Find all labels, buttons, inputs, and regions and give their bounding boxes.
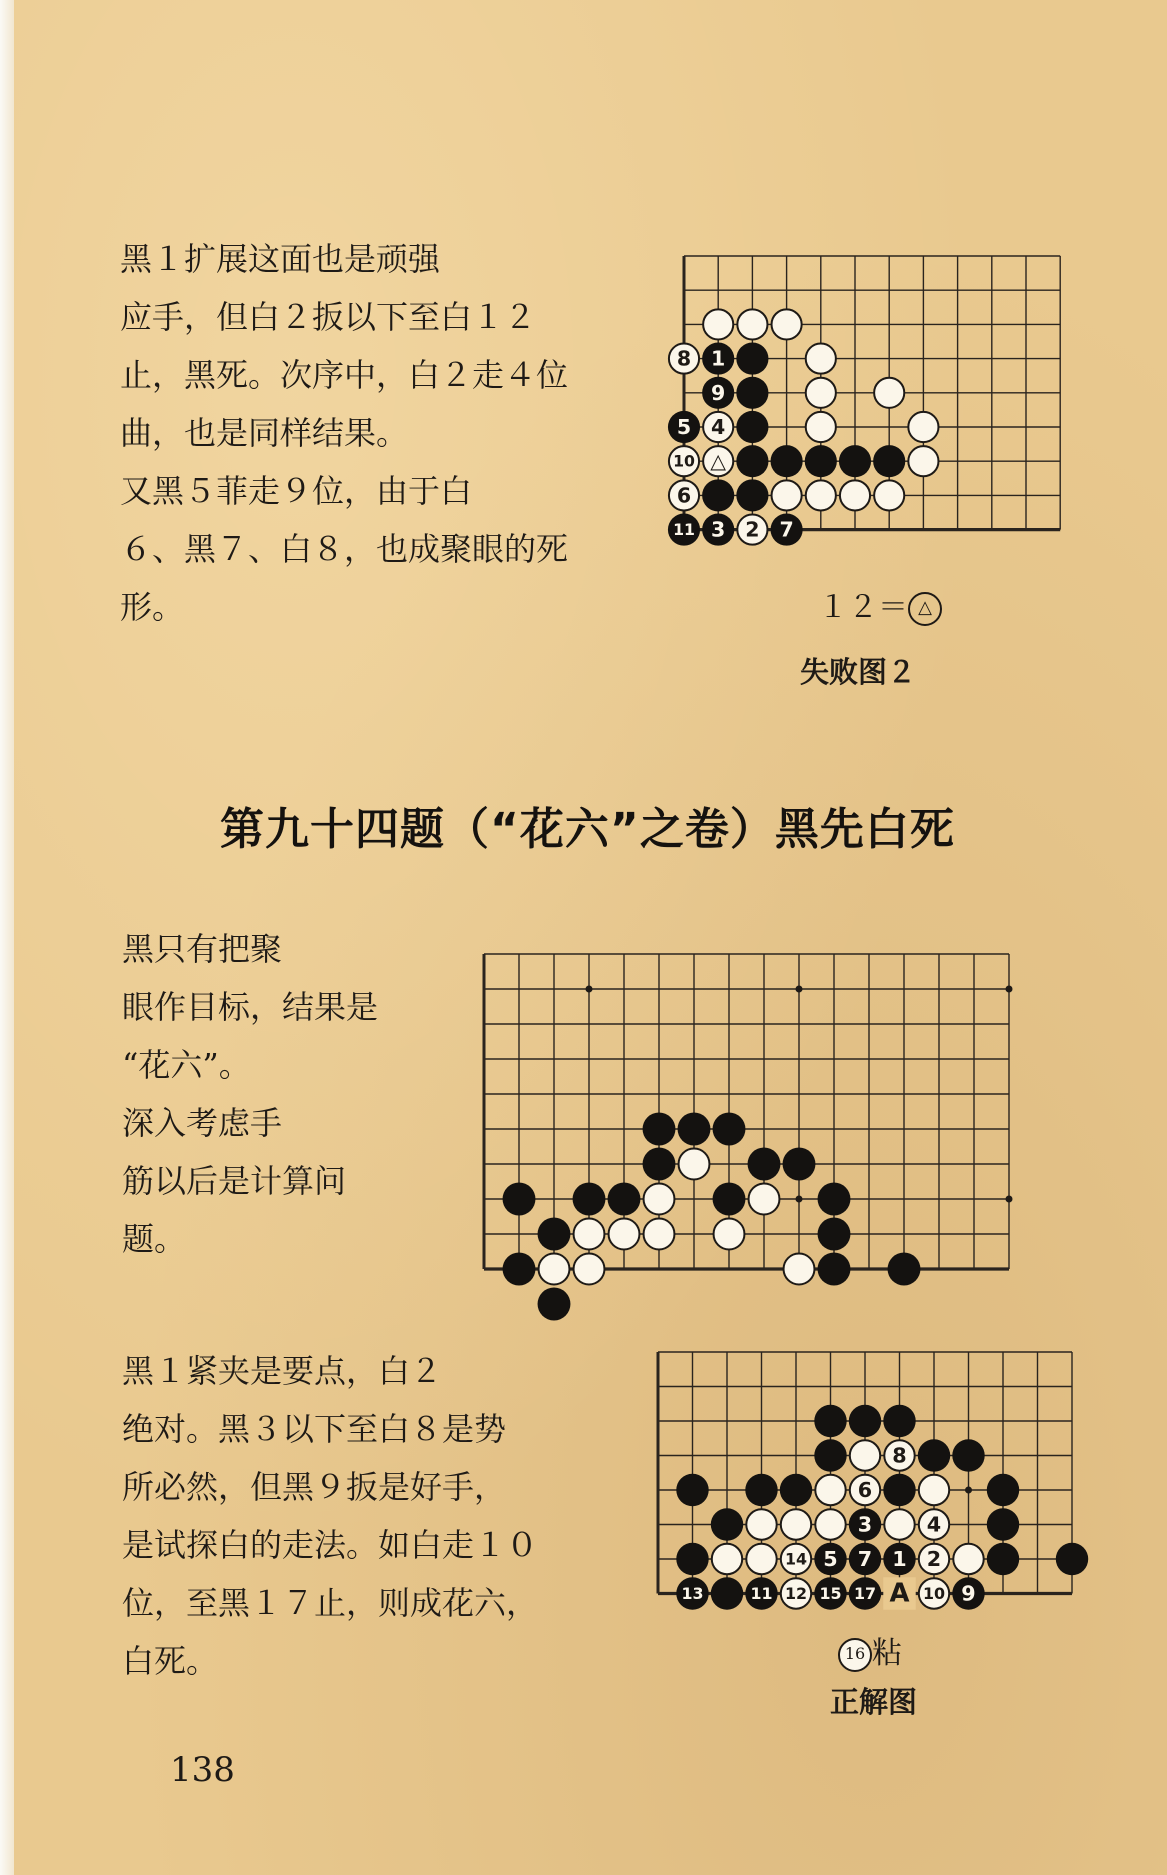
white-stone [815,1509,845,1539]
black-stone-disc [873,445,905,477]
white-stone [749,1184,780,1215]
black-stone [814,1543,846,1575]
black-stone-disc [608,1183,641,1216]
black-stone-disc [643,1148,676,1181]
black-stone-disc [736,343,768,375]
go-diagram-solution [640,1340,1140,1620]
page-number: 138 [170,1750,235,1790]
white-stone-disc [815,1475,845,1505]
black-stone [748,1148,781,1181]
stone-label: 14 [784,1549,808,1569]
black-stone-disc [1056,1543,1088,1575]
white-stone [806,344,836,374]
white-stone [908,446,938,476]
white-stone [919,1578,949,1608]
black-stone [839,445,871,477]
page-edge [0,0,14,1875]
black-stone [771,514,803,546]
stone-label: 2 [926,1547,942,1571]
white-stone [919,1509,949,1539]
black-stone-disc [503,1253,536,1286]
stone-label: 10 [922,1584,946,1603]
stone-label: 6 [676,483,692,508]
black-stone-disc [736,445,768,477]
black-stone-disc [783,1148,816,1181]
white-stone [850,1440,880,1470]
black-stone-disc [849,1405,881,1437]
black-stone [883,1405,915,1437]
white-stone-disc [644,1219,675,1250]
black-stone [818,1253,851,1286]
black-stone [814,1577,846,1609]
diagram3-note-text: 粘 [872,1636,902,1671]
white-stone-disc [539,1254,570,1285]
stone-label: 1 [892,1547,907,1571]
white-stone [781,1509,811,1539]
white-stone [840,480,870,510]
white-stone [806,412,836,442]
black-stone-disc [987,1543,1019,1575]
black-stone-disc [702,479,734,511]
white-stone [781,1544,811,1574]
star-point [965,1487,972,1494]
white-stone [669,480,699,510]
triangle-marker-icon: △ [908,592,942,626]
black-stone-disc [883,1474,915,1506]
black-stone-disc [643,1113,676,1146]
black-stone [736,445,768,477]
white-stone [712,1544,742,1574]
black-stone [678,1113,711,1146]
white-stone-disc [850,1440,880,1470]
body-paragraph-1: 黑１扩展这面也是顽强 应手，但白２扳以下至白１２ 止，黑死。次序中，白２走４位 曲，也是同样结果。 [120,240,569,452]
white-stone [714,1219,745,1250]
white-stone [669,344,699,374]
black-stone-disc [503,1183,536,1216]
black-stone-disc [711,1508,743,1540]
white-stone [737,309,767,339]
black-stone-disc [818,1218,851,1251]
white-stone-disc [737,309,767,339]
white-stone-disc [806,412,836,442]
stone-label: 9 [961,1581,976,1606]
stone-label: 13 [681,1584,704,1603]
black-stone [883,1543,915,1575]
stone-label: 3 [711,517,726,542]
black-stone-disc [780,1474,812,1506]
stone-label: 11 [750,1584,773,1603]
white-stone-disc [908,446,938,476]
black-stone [771,445,803,477]
white-stone [850,1475,880,1505]
black-stone [987,1543,1019,1575]
white-stone-disc [806,378,836,408]
black-stone [643,1113,676,1146]
diagram1-caption: 失败图２ [800,655,917,689]
stone-label: 9 [711,380,726,405]
black-stone [849,1508,881,1540]
white-stone [746,1509,776,1539]
point-label [883,1577,915,1609]
white-stone-disc [772,480,802,510]
white-stone-disc [644,1184,675,1215]
white-stone [784,1254,815,1285]
star-point [796,1196,803,1203]
white-stone-disc [609,1219,640,1250]
black-stone-disc [818,1183,851,1216]
black-stone-disc [676,1543,708,1575]
black-stone [676,1577,708,1609]
white-stone [539,1254,570,1285]
black-stone-disc [952,1439,984,1471]
black-stone-disc [814,1405,846,1437]
white-stone [703,412,733,442]
diagram1-note-text: １２＝ [818,590,908,625]
black-stone [783,1148,816,1181]
white-stone-disc [806,480,836,510]
white-stone [781,1578,811,1608]
black-stone [668,514,700,546]
black-stone-disc [736,411,768,443]
black-stone [503,1183,536,1216]
stone-label: 8 [676,346,692,371]
star-point [796,986,803,993]
white-stone-disc [840,480,870,510]
white-stone-disc [679,1149,710,1180]
stone-label: 12 [784,1584,808,1603]
white-stone [669,446,699,476]
white-stone-disc [784,1254,815,1285]
black-stone-disc [987,1508,1019,1540]
black-stone [736,377,768,409]
stone-label: 17 [853,1584,877,1603]
black-stone [736,411,768,443]
white-stone [737,515,767,545]
stone-label: 4 [711,415,726,439]
white-stone [884,1509,914,1539]
stone-16-icon: 16 [838,1638,872,1672]
white-stone-disc [919,1475,949,1505]
black-stone [818,1218,851,1251]
black-stone [668,411,700,443]
black-stone-disc [771,445,803,477]
stone-label: 8 [892,1443,907,1468]
black-stone [952,1577,984,1609]
star-point [586,986,593,993]
black-stone-disc [711,1577,743,1609]
black-stone [883,1474,915,1506]
white-stone [815,1475,845,1505]
problem-title: 第九十四题（“花六”之卷）黑先白死 [220,804,955,855]
white-stone [746,1544,776,1574]
black-stone [676,1474,708,1506]
stone-label: 3 [857,1512,873,1537]
white-stone [644,1184,675,1215]
black-stone [849,1577,881,1609]
black-stone [849,1543,881,1575]
black-stone-disc [676,1474,708,1506]
white-stone [703,309,733,339]
black-stone-disc [987,1474,1019,1506]
diagram3-note [838,1628,902,1672]
stone-label: 4 [926,1512,942,1537]
stone-label: 7 [779,517,794,542]
black-stone [736,343,768,375]
black-stone [702,514,734,546]
black-stone [702,479,734,511]
white-stone [806,378,836,408]
white-stone [679,1149,710,1180]
black-stone [780,1474,812,1506]
stone-label: 11 [673,520,695,540]
black-stone [987,1474,1019,1506]
white-stone [919,1475,949,1505]
stone-label: 2 [745,517,760,542]
black-stone [573,1183,606,1216]
white-stone-disc [908,412,938,442]
black-stone [608,1183,641,1216]
black-stone [987,1508,1019,1540]
black-stone [818,1183,851,1216]
black-stone-disc [678,1113,711,1146]
black-stone-disc [748,1148,781,1181]
problem-paragraph-2: 深入考虑手 筋以后是计算问 题。 [122,1104,347,1258]
white-stone [772,309,802,339]
white-stone-disc [815,1509,845,1539]
black-stone [814,1439,846,1471]
white-stone-disc [574,1219,605,1250]
white-stone-disc [712,1544,742,1574]
black-stone [952,1439,984,1471]
white-stone [574,1254,605,1285]
black-stone [918,1439,950,1471]
diagram1-note [818,582,942,626]
black-stone-disc [805,445,837,477]
white-stone [874,378,904,408]
white-stone [806,480,836,510]
problem-paragraph-1: 黑只有把聚 眼作目标，结果是 “花六”。 [122,930,379,1084]
stone-label: 5 [676,415,692,439]
white-stone-disc [953,1544,983,1574]
white-stone [703,446,733,476]
black-stone-disc [745,1474,777,1506]
white-stone [919,1544,949,1574]
black-stone [713,1113,746,1146]
black-stone [805,445,837,477]
black-stone-disc [736,377,768,409]
black-stone-disc [573,1183,606,1216]
white-stone [884,1440,914,1470]
solution-paragraph: 黑１紧夹是要点，白２ 绝对。黑３以下至白８是势 所必然，但黑９扳是好手， 是试探白的走法。如白走１０ 位，至黑１７止，则成花六， 白死。 [122,1352,539,1680]
white-stone-disc [703,309,733,339]
black-stone [814,1405,846,1437]
black-stone-disc [814,1439,846,1471]
black-stone-disc [538,1218,571,1251]
black-stone-disc [888,1253,921,1286]
black-stone [745,1474,777,1506]
go-diagram-problem [470,930,1130,1330]
black-stone-disc [736,479,768,511]
black-stone [1056,1543,1088,1575]
black-stone-disc [918,1439,950,1471]
black-stone [736,479,768,511]
white-stone-disc [884,1509,914,1539]
stone-label: 1 [711,346,726,371]
star-point [1006,986,1013,993]
black-stone [702,377,734,409]
black-stone-disc [713,1183,746,1216]
black-stone [873,445,905,477]
stone-label: △ [710,449,727,474]
white-stone [609,1219,640,1250]
black-stone [745,1577,777,1609]
black-stone [538,1288,571,1321]
star-point [1006,1196,1013,1203]
black-stone-disc [883,1405,915,1437]
black-stone [503,1253,536,1286]
white-stone-disc [746,1509,776,1539]
white-stone-disc [714,1219,745,1250]
black-stone-disc [839,445,871,477]
white-stone [644,1219,675,1250]
body-paragraph-2: 又黑５菲走９位，由于白 ６、黑７、白８，也成聚眼的死 形。 [120,472,569,626]
white-stone-disc [781,1509,811,1539]
white-stone [574,1219,605,1250]
white-stone-disc [874,378,904,408]
white-stone-disc [574,1254,605,1285]
black-stone-disc [713,1113,746,1146]
stone-label: 10 [673,451,695,471]
stone-label: A [889,1578,910,1609]
white-stone [908,412,938,442]
white-stone [874,480,904,510]
black-stone [713,1183,746,1216]
black-stone [538,1218,571,1251]
black-stone-disc [818,1253,851,1286]
white-stone-disc [772,309,802,339]
white-stone-disc [874,480,904,510]
white-stone [772,480,802,510]
black-stone-disc [538,1288,571,1321]
black-stone [676,1543,708,1575]
diagram3-caption: 正解图 [830,1685,918,1719]
stone-label: 5 [823,1547,838,1571]
black-stone [849,1405,881,1437]
black-stone [643,1148,676,1181]
black-stone [888,1253,921,1286]
black-stone [702,343,734,375]
white-stone-disc [749,1184,780,1215]
white-stone [953,1544,983,1574]
black-stone [711,1577,743,1609]
white-stone-disc [806,344,836,374]
stone-label: 7 [857,1547,873,1571]
go-diagram-failure-2 [660,240,1100,560]
stone-label: 6 [857,1478,873,1502]
stone-label: 15 [819,1584,842,1603]
white-stone-disc [746,1544,776,1574]
black-stone [711,1508,743,1540]
